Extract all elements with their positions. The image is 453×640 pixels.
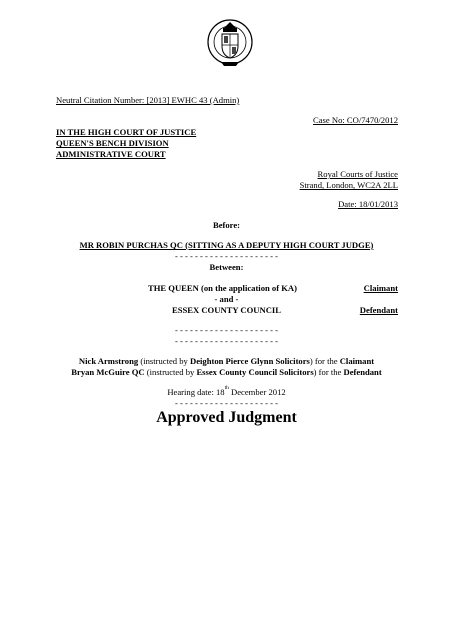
claimant-name: THE QUEEN (on the application of KA) — [148, 283, 297, 293]
judgment-date: Date: 18/01/2013 — [338, 199, 398, 209]
separator-dashes: - - - - - - - - - - - - - - - - - - - - - — [174, 325, 279, 335]
hearing-date-suffix: December 2012 — [228, 387, 286, 397]
party-role: Claimant — [339, 356, 375, 366]
judge-name: MR ROBIN PURCHAS QC (SITTING AS A DEPUTY HIGH COURT JUDGE) — [79, 240, 374, 250]
court-location-line-1: Royal Courts of Justice — [317, 169, 398, 179]
royal-courts-crest-icon — [207, 8, 253, 76]
defendant-name: ESSEX COUNTY COUNCIL — [171, 305, 282, 315]
counsel-text: (instructed by — [144, 367, 197, 377]
court-location-line-2: Strand, London, WC2A 2LL — [299, 180, 398, 190]
separator-dashes: - - - - - - - - - - - - - - - - - - - - - — [174, 398, 279, 408]
hearing-date-prefix: Hearing date: 18 — [167, 387, 225, 397]
and-separator: - and - — [214, 294, 239, 304]
case-number: Case No: CO/7470/2012 — [313, 115, 398, 125]
court-name-line-1: IN THE HIGH COURT OF JUSTICE — [56, 127, 197, 137]
counsel-text: ) for the — [313, 367, 344, 377]
counsel-name: Nick Armstrong — [78, 356, 139, 366]
defendant-role: Defendant — [359, 305, 398, 315]
hearing-date-suffix-sup: th — [224, 385, 229, 391]
counsel-text: (instructed by — [138, 356, 190, 366]
separator-dashes: - - - - - - - - - - - - - - - - - - - - - — [174, 336, 279, 346]
document-title: Approved Judgment — [156, 409, 297, 426]
before-label: Before: — [212, 220, 241, 230]
court-name-line-3: ADMINISTRATIVE COURT — [56, 149, 166, 159]
hearing-date — [0, 387, 453, 398]
counsel-text: ) for the — [309, 356, 340, 366]
counsel-line-claimant — [0, 356, 453, 367]
between-label: Between: — [209, 262, 244, 272]
counsel-line-defendant — [0, 367, 453, 378]
solicitor-firm: Deighton Pierce Glynn Solicitors — [189, 356, 310, 366]
party-role: Defendant — [343, 367, 382, 377]
neutral-citation: Neutral Citation Number: [2013] EWHC 43 (Admin) — [56, 95, 240, 105]
court-name-line-2: QUEEN'S BENCH DIVISION — [56, 138, 169, 148]
solicitor-firm: Essex County Council Solicitors — [196, 367, 314, 377]
claimant-role: Claimant — [363, 283, 398, 293]
separator-dashes: - - - - - - - - - - - - - - - - - - - - - — [174, 251, 279, 261]
counsel-name: Bryan McGuire QC — [71, 367, 145, 377]
